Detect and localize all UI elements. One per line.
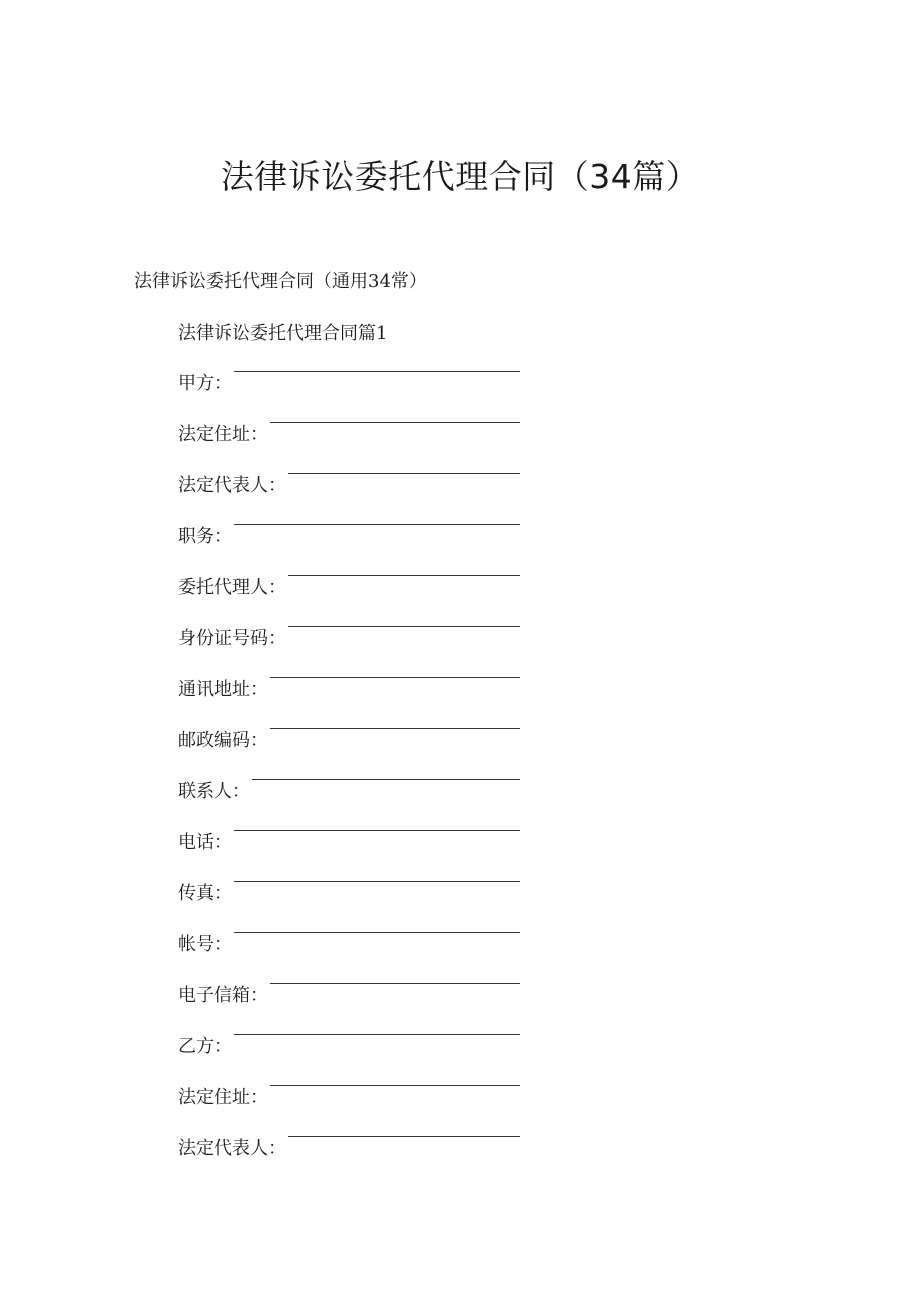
field-legal-address — [178, 398, 520, 449]
field-id-number — [178, 602, 520, 653]
blank-line — [234, 830, 520, 831]
blank-line — [234, 371, 520, 372]
field-label: 委托代理人： — [178, 577, 286, 598]
blank-line — [288, 473, 520, 474]
field-party-a — [178, 370, 520, 398]
field-mailing-address — [178, 653, 520, 704]
field-contact-person — [178, 755, 520, 806]
field-label: 法定住址： — [178, 1087, 268, 1108]
blank-line — [270, 422, 520, 423]
field-label: 传真： — [178, 883, 232, 904]
blank-line — [234, 881, 520, 882]
field-account — [178, 908, 520, 959]
field-label: 邮政编码： — [178, 730, 268, 751]
blank-line — [234, 932, 520, 933]
blank-line — [270, 983, 520, 984]
field-label: 身份证号码： — [178, 628, 286, 649]
field-legal-representative-b — [178, 1112, 520, 1163]
field-label: 职务： — [178, 526, 232, 547]
field-label: 甲方： — [178, 373, 232, 394]
blank-line — [288, 575, 520, 576]
field-label: 法定代表人： — [178, 475, 286, 496]
document-title: 法律诉讼委托代理合同（34篇） — [220, 157, 700, 196]
field-telephone — [178, 806, 520, 857]
field-authorized-agent — [178, 551, 520, 602]
field-label: 乙方： — [178, 1036, 232, 1057]
blank-line — [288, 626, 520, 627]
field-label: 联系人： — [178, 781, 250, 802]
blank-line — [234, 524, 520, 525]
blank-line — [288, 1136, 520, 1137]
field-postal-code — [178, 704, 520, 755]
field-position — [178, 500, 520, 551]
blank-line — [234, 1034, 520, 1035]
field-label: 法定住址： — [178, 424, 268, 445]
field-fax — [178, 857, 520, 908]
blank-line — [270, 728, 520, 729]
blank-line — [270, 677, 520, 678]
field-legal-address-b — [178, 1061, 520, 1112]
field-label: 通讯地址： — [178, 679, 268, 700]
field-label: 电话： — [178, 832, 232, 853]
field-legal-representative — [178, 449, 520, 500]
field-label: 法定代表人： — [178, 1138, 286, 1159]
contract-party-fields — [178, 370, 520, 1163]
document-subtitle: 法律诉讼委托代理合同（通用34常） — [134, 271, 427, 292]
field-party-b — [178, 1010, 520, 1061]
blank-line — [252, 779, 520, 780]
blank-line — [270, 1085, 520, 1086]
field-email — [178, 959, 520, 1010]
field-label: 电子信箱： — [178, 985, 268, 1006]
chapter-heading: 法律诉讼委托代理合同篇1 — [178, 323, 388, 344]
field-label: 帐号： — [178, 934, 232, 955]
